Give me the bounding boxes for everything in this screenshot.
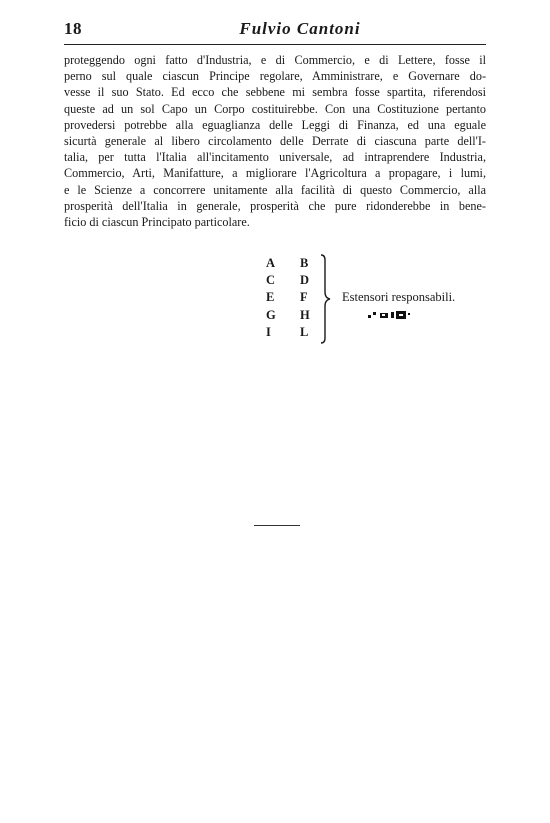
signature-block xyxy=(262,256,502,346)
ink-stamp-mark xyxy=(368,306,412,314)
letter-row xyxy=(262,273,322,290)
letter-row xyxy=(262,256,322,273)
text-line: proteggendo ogni fatto d'Industria, e di Commercio, e di Lettere, fosse il xyxy=(64,53,486,67)
signatory-letter: G xyxy=(266,307,276,322)
text-line: queste ad un sol Capo un Corpo costituirebbe. Con una Costituzione pertanto xyxy=(64,101,486,116)
page-header xyxy=(64,18,486,44)
text-line: talia, per tutta l'Italia all'incitamento universale, ad intraprendere Industria, xyxy=(64,150,486,165)
signatory-letters xyxy=(262,256,322,342)
text-line: provedersi potrebbe alla eguaglianza delle Leggi di Finanza, ed una eguale xyxy=(64,117,486,132)
signatory-letter: D xyxy=(300,273,310,288)
signatories-caption: Estensori responsabili. xyxy=(342,290,456,304)
signatory-letter: H xyxy=(300,307,310,322)
header-rule xyxy=(64,44,486,45)
signatory-letter: A xyxy=(266,256,276,270)
footer-rule xyxy=(254,525,300,526)
letter-row xyxy=(262,325,322,342)
text-line: Commercio, Arti, Manifatture, a migliorare l'Agricoltura a propagare, i lumi, xyxy=(64,166,486,181)
text-line: sicurtà generale al libero circolamento delle Derrate di ciascuna parte dell'I- xyxy=(64,134,486,149)
signatory-letter: B xyxy=(300,256,309,270)
text-line: ficio di ciascun Principato particolare. xyxy=(64,215,250,230)
signatory-letter: F xyxy=(300,290,308,305)
running-title: Fulvio Cantoni xyxy=(239,19,361,38)
letter-row xyxy=(262,290,322,307)
signatory-letter: L xyxy=(300,324,309,339)
text-line: e le Scienze a concorrere unitamente alla facilità di questo Commercio, alla xyxy=(64,182,486,197)
text-line: prosperità dell'Italia in generale, prosperità che pure ridonderebbe in bene- xyxy=(64,198,486,213)
body-paragraph xyxy=(64,52,486,230)
curly-brace xyxy=(318,254,332,344)
page-number: 18 xyxy=(64,19,82,38)
text-line: vesse il suo Stato. Ed ecco che sebbene mi sembra fosse spartita, riferendosi xyxy=(64,85,486,100)
text-line: perno sul quale ciascun Principe regolare, Amministrare, e Governare do- xyxy=(64,69,486,84)
signatory-letter: E xyxy=(266,290,275,305)
letter-row xyxy=(262,308,322,325)
signatory-letter: I xyxy=(266,324,271,339)
signatory-letter: C xyxy=(266,273,276,288)
